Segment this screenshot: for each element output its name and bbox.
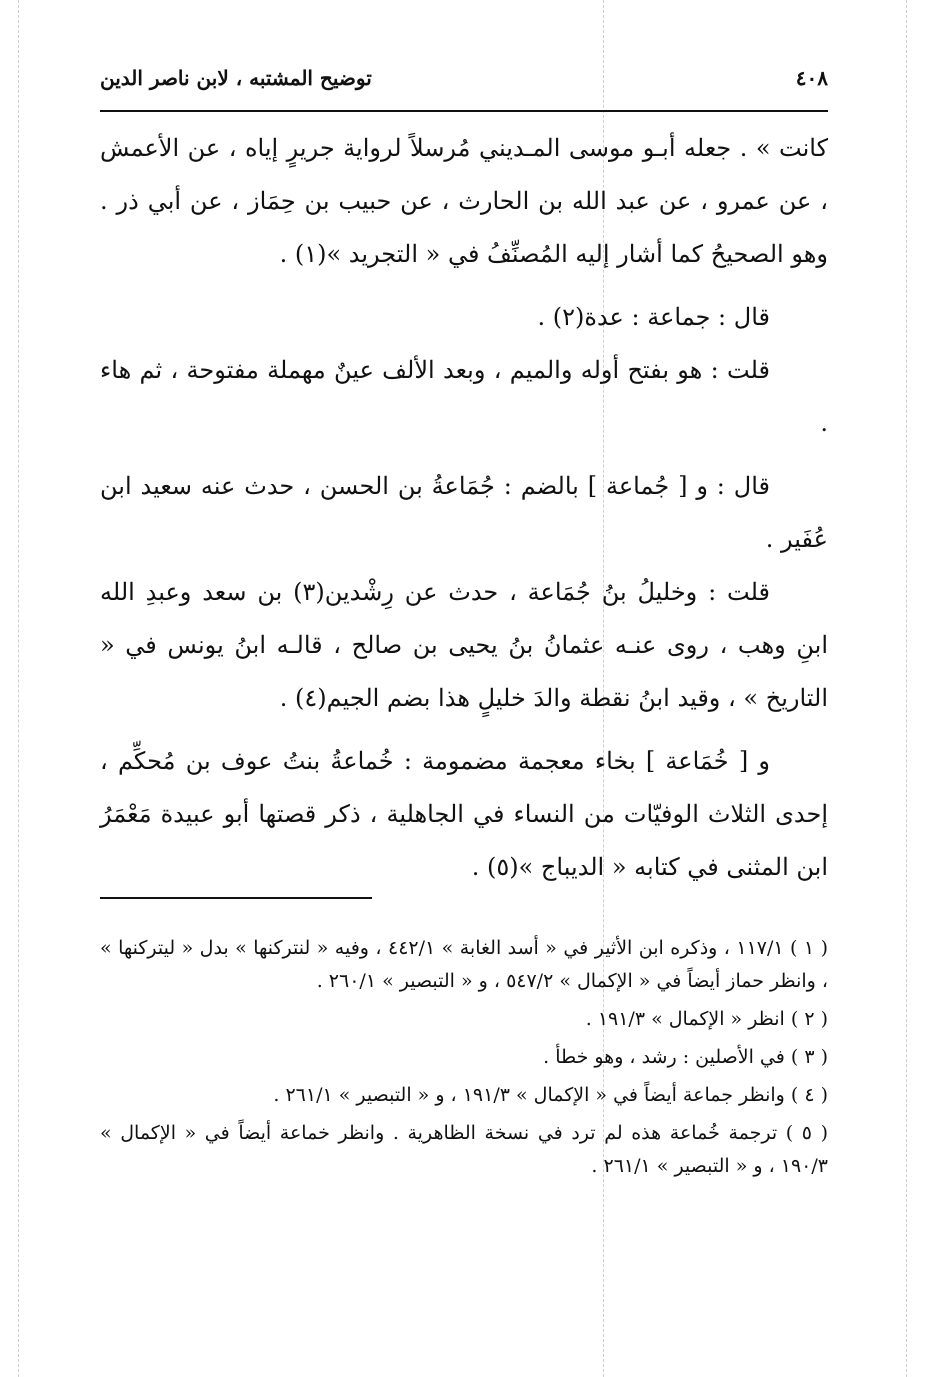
running-title: توضيح المشتبه ، لابن ناصر الدين <box>100 66 372 90</box>
paragraph: قلت : هو بفتح أوله والميم ، وبعد الألف عينٌ مهملة مفتوحة ، ثم هاء . <box>100 356 828 437</box>
page-number: ٤٠٨ <box>795 66 828 90</box>
paragraph: قال : و [ جُماعة ] بالضم : جُمَاعةُ بن الحسن ، حدث عنه سعيد ابن عُفَير . <box>100 472 828 553</box>
footnote: ( ٣ ) في الأصلين : رشد ، وهو خطأ . <box>543 1046 828 1068</box>
paragraph: كانت » . جعله أبـو موسى المـديني مُرسلاً لرواية جريرٍ إياه ، عن الأعمش ، عن عمرو ، عن عبد الله بن الحارث ، عن حبيب بن حِمَاز ، عن أبي ذر . وهو الصحيحُ كما أشار إليه المُصنِّفُ في « التجريد »(١) . <box>100 134 828 268</box>
footnotes <box>100 932 828 1188</box>
paragraph: قلت : وخليلُ بنُ جُمَاعة ، حدث عن رِشْدين(٣) بن سعد وعبدِ الله ابنِ وهب ، روى عنـه عثمانُ بنُ يحيى بن صالح ، قالـه ابنُ يونس في « التاريخ » ، وقيد ابنُ نقطة والدَ خليلٍ هذا بضم الجيم(٤) . <box>100 578 828 712</box>
header-rule <box>100 110 828 112</box>
footnote: ( ٥ ) ترجمة خُماعة هذه لم ترد في نسخة الظاهرية . وانظر خماعة أيضاً في « الإكمال » ١٩٠/٣ ، و « التبصير » ٢٦١/١ . <box>100 1122 829 1177</box>
margin-guide-line <box>18 0 19 1377</box>
paragraph: و [ خُمَاعة ] بخاء معجمة مضمومة : خُماعةُ بنتُ عوف بن مُحكِّم ، إحدى الثلاث الوفيّات من النساء في الجاهلية ، ذكر قصتها أبو عبيدة مَعْمَرُ ابن المثنى في كتابه « الديباج »(٥) . <box>100 747 828 881</box>
page-header <box>100 62 828 102</box>
footnote-separator <box>100 897 372 899</box>
main-text <box>100 122 828 894</box>
book-page <box>100 62 828 1302</box>
footnote: ( ٤ ) وانظر جماعة أيضاً في « الإكمال » ١٩١/٣ ، و « التبصير » ٢٦١/١ . <box>273 1084 828 1106</box>
footnote: ( ١ ) ١١٧/١ ، وذكره ابن الأثير في « أسد الغابة » ٤٤٢/١ ، وفيه « لنتركنها » بدل « ليتركنها » ، وانظر حماز أيضاً في « الإكمال » ٥٤٧/٢ ، و « التبصير » ٢٦٠/١ . <box>100 937 828 992</box>
footnote: ( ٢ ) انظر « الإكمال » ١٩١/٣ . <box>585 1008 828 1030</box>
margin-guide-line <box>906 0 907 1377</box>
paragraph: قال : جماعة : عدة(٢) . <box>537 303 770 331</box>
